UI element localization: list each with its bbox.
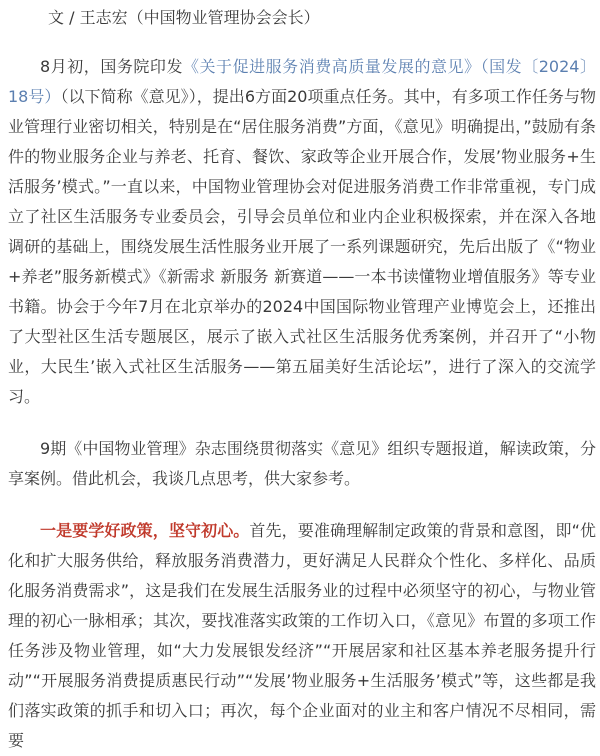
policy-document-title: 《关于促进服务消费高质量发展的意见》（国发〔2024〕18号） [8,57,596,106]
author-byline: 文 / 王志宏（中国物业管理协会会长） [48,8,320,27]
paragraph-point-one [8,516,596,756]
article-body [8,0,596,756]
paragraph-text: 首先，要准确理解制定政策的背景和意图，即“优化和扩大服务供给，释放服务消费潜力，更好满足人民群众个性化、多样化、品质化服务消费需求”，这是我们在发展生活服务业的过程中必须坚守的初心，与物业管理的初心一脉相承；其次，要找准落实政策的工作切入口，《意见》布置的多项工作任务涉及物业管理，如“大力发展银发经济”“开展居家和社区基本养老服务提升行动”“开展服务消费提质惠民行动”“发展’物业服务+生活服务’模式”等，这些都是我们落实政策的抓手和切入口；再次，每个企业面对的业主和客户情况不尽相同，需要 [8,521,596,750]
paragraph-magazine-coverage: 9期《中国物业管理》杂志围绕贯彻落实《意见》组织专题报道，解读政策，分享案例。借此机会，我谈几点思考，供大家参考。 [8,439,596,488]
paragraph-text: （以下简称《意见》），提出6方面20项重点任务。其中，有多项工作任务与物业管理行业密切相关，特别是在“居住服务消费”方面，《意见》明确提出，”鼓励有条件的物业服务企业与养老、托育、餐饮、家政等企业开展合作，发展’物业服务+生活服务’模式。”一直以来，中国物业管理协会对促进服务消费工作非常重视，专门成立了社区生活服务专业委员会，引导会员单位和业内企业积极探索，并在深入各地调研的基础上，围绕发展生活性服务业开展了一系列课题研究，先后出版了《“物业+养老”服务新模式》《新需求 新服务 新赛道——一本书读懂物业增值服务》等专业书籍。协会于今年7月在北京举办的2024中国国际物业管理产业博览会上，还推出了大型社区生活专题展区，展示了嵌入式社区生活服务优秀案例，并召开了“小物业，大民生’嵌入式社区生活服务——第五届美好生活论坛”，进行了深入的交流学习。 [8,87,596,406]
point-one-heading: 一是要学好政策，坚守初心。 [40,521,250,540]
paragraph-text: 8月初，国务院印发 [40,57,183,76]
paragraph-policy-intro [8,52,596,412]
